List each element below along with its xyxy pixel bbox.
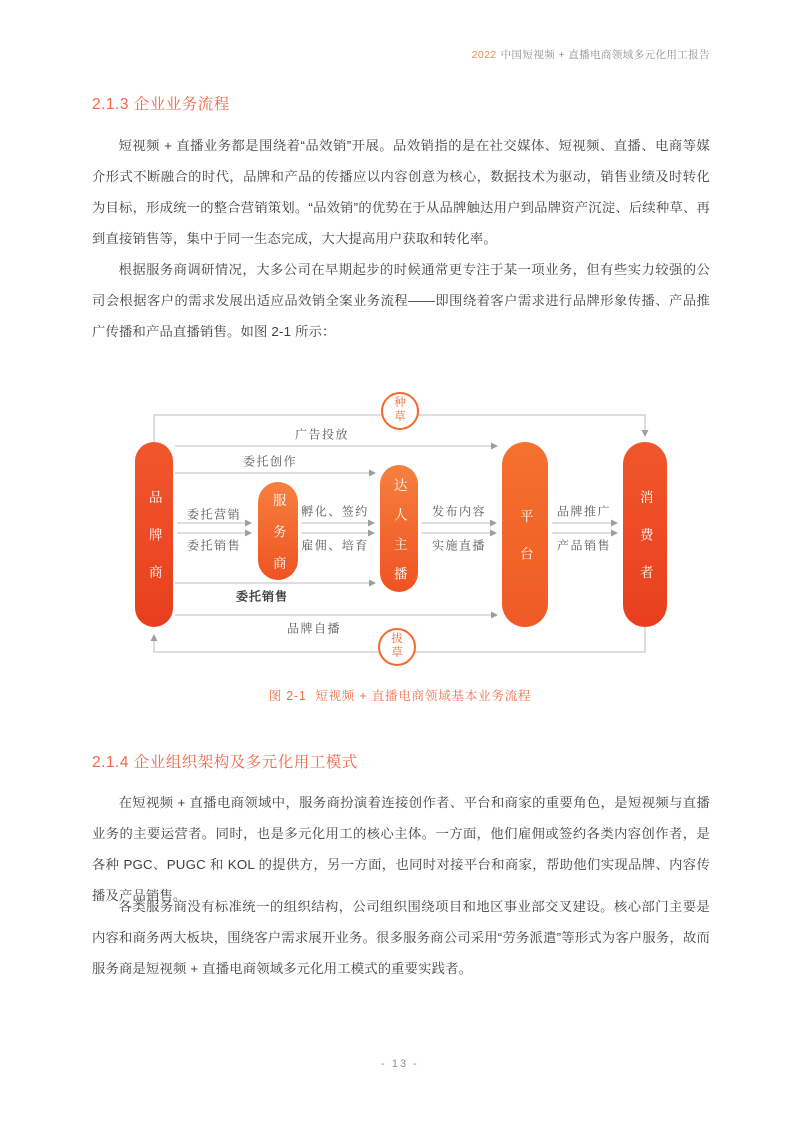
edge-label-brand-self-live: 品牌自播 [286,621,342,636]
section-heading-214: 2.1.4 企业组织架构及多元化用工模式 [92,754,358,771]
node-brand-label: 品牌商 [146,490,162,603]
edge-label-incubate-sign: 孵化、签约 [301,504,369,519]
edge-label-commission-sales: 委托销售 [186,538,242,553]
badge-weeding-label: 拔草 [391,633,403,659]
node-consumer-label: 消费者 [637,490,653,603]
badge-seeding-label: 种草 [394,397,406,423]
node-platform [502,442,548,627]
business-flow-diagram [100,385,700,675]
header-title: 中国短视频 + 直播电商领域多元化用工报告 [500,49,710,61]
section-heading-213: 2.1.3 企业业务流程 [92,96,230,113]
edge-label-conduct-live: 实施直播 [431,538,487,553]
node-platform-label: 平台 [517,509,533,584]
edge-label-publish-content: 发布内容 [431,504,487,519]
node-consumer [623,442,667,627]
badge-seeding [381,392,419,430]
edge-label-commission-creation: 委托创作 [242,454,298,469]
report-header [92,47,710,62]
node-service-provider-label: 服务商 [270,492,286,588]
node-talent-anchor [380,465,418,596]
figure-caption: 图 2-1 短视频 + 直播电商领域基本业务流程 [268,689,532,703]
body-paragraph: 根据服务商调研情况，大多公司在早期起步的时候通常更专注于某一项业务，但有些实力较强的公司会根据客户的需求发展出适应品效销全案业务流程——即围绕着客户需求进行品牌形象传播、产品推广传播和产品直播销售。如图 2-1 所示： [92,262,710,339]
body-paragraph: 在短视频 + 直播电商领域中，服务商扮演着连接创作者、平台和商家的重要角色，是短视频与直播业务的主要运营者。同时，也是多元化用工的核心主体。一方面，他们雇佣或签约各类内容创作者，是各种 PGC、PUGC 和 KOL 的提供方，另一方面，也同时对接平台和商家，帮助他们实现品牌、内容传播及产品销售。 [92,795,710,903]
body-paragraph: 各类服务商没有标准统一的组织结构，公司组织围绕项目和地区事业部交叉建设。核心部门主要是内容和商务两大板块，围绕客户需求展开业务。很多服务商公司采用“劳务派遣”等形式为客户服务，故而服务商是短视频 + 直播电商领域多元化用工模式的重要实践者。 [92,899,710,976]
node-brand [135,442,173,627]
body-paragraph: 短视频 + 直播业务都是围绕着“品效销”开展。品效销指的是在社交媒体、短视频、直播、电商等媒介形式不断融合的时代，品牌和产品的传播应以内容创意为核心，数据技术为驱动，销售业绩及时转化为目标，形成统一的整合营销策划。“品效销”的优势在于从品牌触达用户到品牌资产沉淀、后续种草、再到直接销售等，集中于同一生态完成，大大提高用户获取和转化率。 [92,138,710,246]
edge-label-commission-marketing: 委托营销 [186,507,242,522]
page-number: - 13 - [381,1058,419,1070]
header-year: 2022 [471,49,497,61]
node-service-provider [258,482,298,588]
edge-label-employ-train: 雇佣、培育 [301,538,369,553]
node-talent-anchor-label: 达人主播 [391,477,407,596]
edge-label-brand-promotion: 品牌推广 [556,504,612,519]
edge-label-product-sales: 产品销售 [556,538,612,553]
edge-label-commission-sales-direct: 委托销售 [235,589,289,604]
badge-weeding [378,628,416,666]
edge-label-ad-placement: 广告投放 [294,427,350,442]
